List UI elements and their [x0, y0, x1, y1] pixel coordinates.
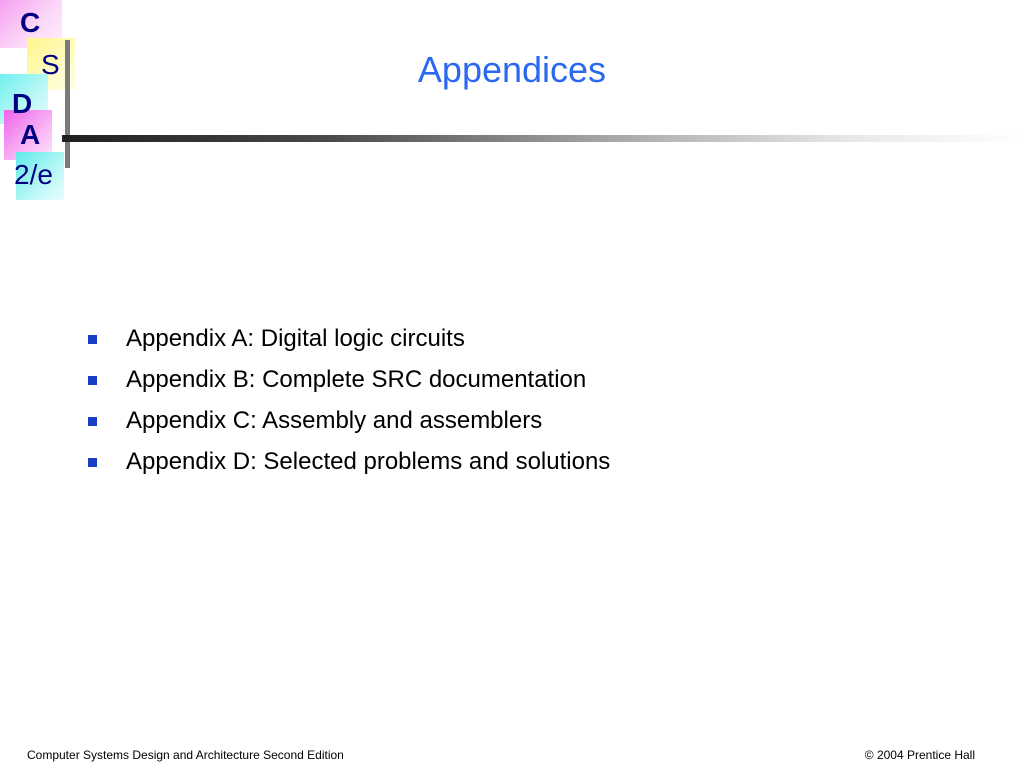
bullet-item-appendix-d: [88, 441, 610, 482]
bullet-text: Appendix C: Assembly and assemblers: [126, 407, 543, 434]
bullet-item-appendix-c: [88, 400, 610, 441]
square-bullet-icon: [88, 458, 97, 467]
bullet-item-appendix-b: [88, 359, 610, 400]
bullet-item-appendix-a: [88, 318, 610, 359]
logo-vertical-rule: [65, 40, 70, 168]
square-bullet-icon: [88, 417, 97, 426]
csda-logo: [0, 0, 80, 205]
bullet-text: Appendix A: Digital logic circuits: [126, 325, 465, 352]
bullet-text: Appendix B: Complete SRC documentation: [126, 366, 587, 393]
logo-letter-a: A: [20, 119, 41, 150]
logo-letter-d: D: [12, 88, 33, 119]
footer-copyright: © 2004 Prentice Hall: [864, 748, 975, 762]
logo-letter-c: C: [20, 7, 41, 38]
square-bullet-icon: [88, 376, 97, 385]
footer-book-title: Computer Systems Design and Architecture Second Edition: [27, 748, 344, 762]
bullet-text: Appendix D: Selected problems and solutions: [126, 448, 611, 475]
slide-title: Appendices: [417, 49, 607, 90]
logo-letter-s: S: [41, 49, 60, 80]
bullet-list: [88, 318, 610, 482]
logo-edition: 2/e: [14, 159, 53, 190]
title-divider: [62, 135, 1024, 142]
square-bullet-icon: [88, 335, 97, 344]
